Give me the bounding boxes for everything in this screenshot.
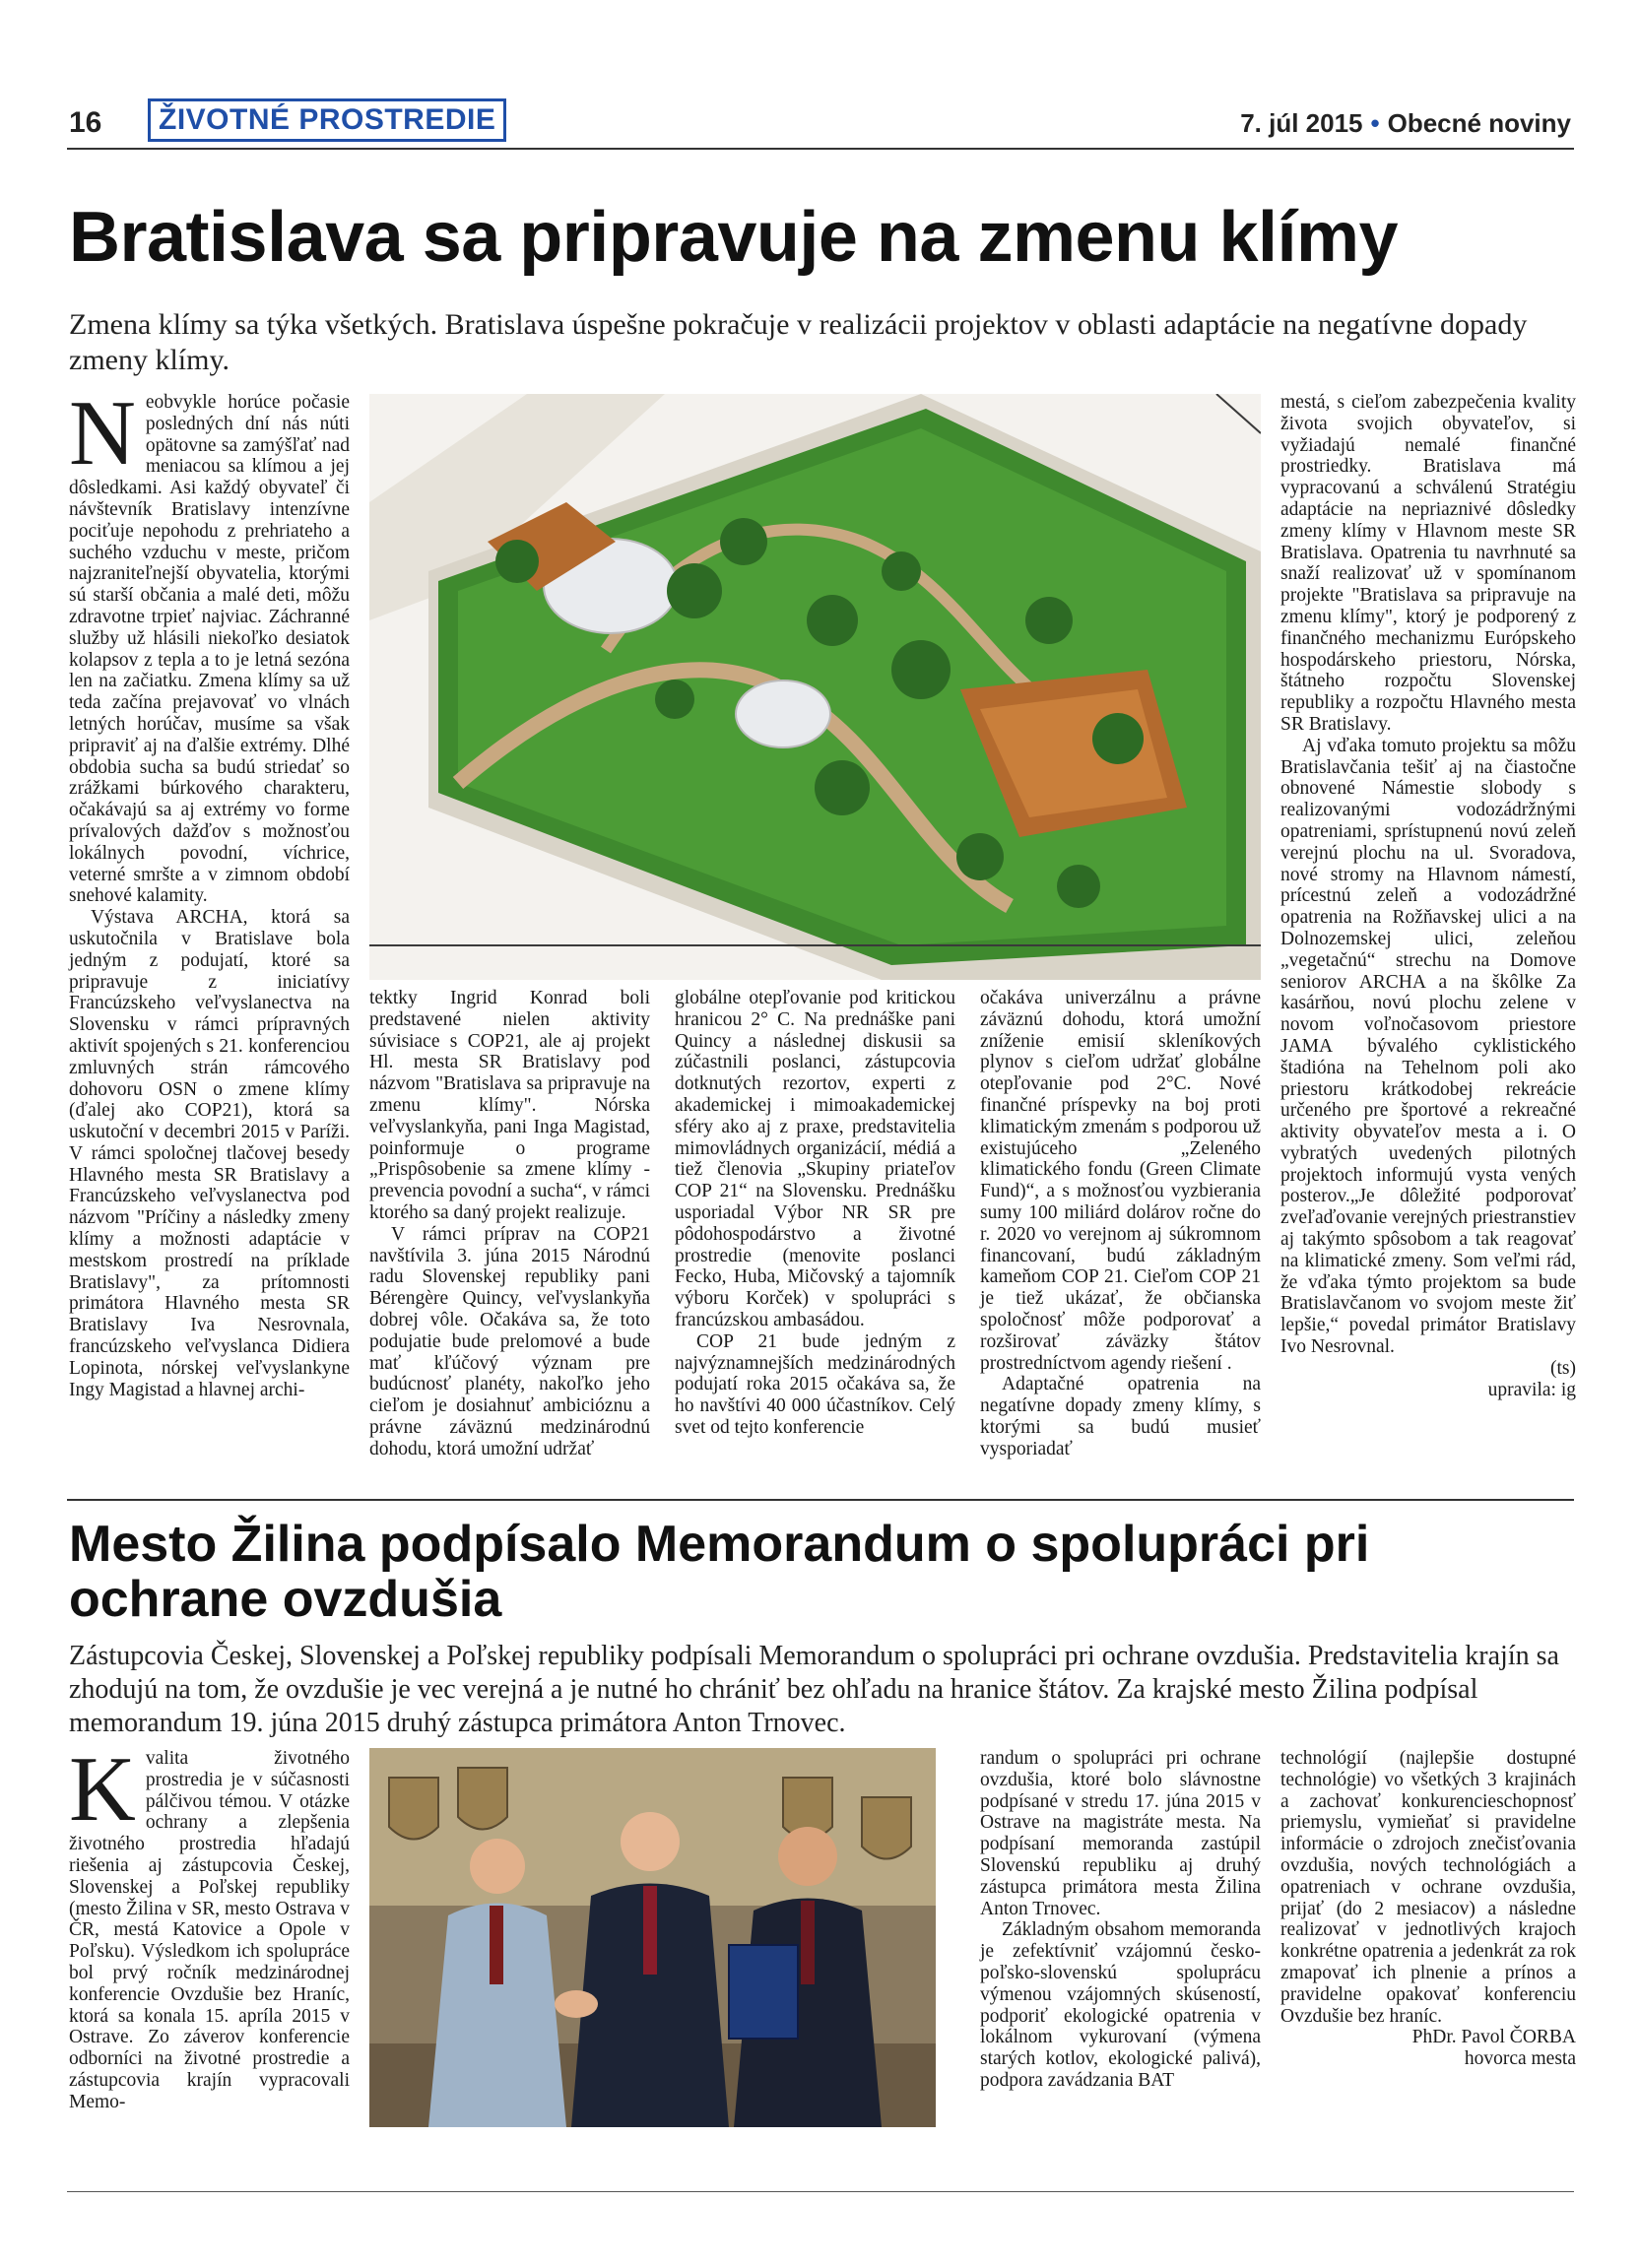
- park-design-illustration: [369, 394, 1261, 980]
- article1-headline: Bratislava sa pripravuje na zmenu klímy: [69, 198, 1399, 277]
- article2-column-1: [69, 1738, 350, 2113]
- article2-col2-p2: Základným obsahom memoranda je zefektívniť vzájomnú česko-poľsko-slovenskú spoluprácu výmenou vzájomných skúseností, podporiť ekologické opatrenia v lokálnom vykurovaní (výmena starých kotlov, ekologické palivá), podpora zavádzania BAT: [980, 1919, 1261, 2091]
- page-number: 16: [69, 106, 102, 139]
- header-rule: [67, 148, 1574, 150]
- footer-rule: [67, 2191, 1574, 2192]
- article1-col4-p2: Adaptačné opatrenia na negatívne dopady zmeny klímy, s ktorými sa budú musieť vysporiadať: [980, 1374, 1261, 1459]
- article1-signature-ts: (ts): [1550, 1357, 1576, 1379]
- issue-date: 7. júl 2015: [1240, 108, 1363, 138]
- article-divider: [67, 1499, 1574, 1501]
- article1-signature-editor: upravila: ig: [1487, 1379, 1576, 1400]
- masthead-info: [1240, 108, 1571, 139]
- article1-col2-p2: V rámci príprav na COP21 navštívila 3. júna 2015 Národnú radu Slovenskej republiky pani Bérengère Quincy, veľvyslankyňa dobrej vôle. Očakáva sa, že toto podujatie bude prelomové a bude mať kľúčový význam pre budúcnosť planéty, nakoľko jeho cieľom je dosiahnuť ambicióznu a právne záväznú medzinárodnú dohodu, ktorá umožní udržať: [369, 1223, 650, 1459]
- bullet-separator: •: [1370, 108, 1380, 138]
- article1-col5-p2: Aj vďaka tomuto projektu sa môžu Bratislavčania tešiť aj na čiastočne obnovené Námestie slobody s realizovanými vodozádržnými opatreniami, sprístupnenú novú zeleň verejnú plochu na ul. Svoradova, nové stromy na Hlavnom námestí, prícestnú zeleň a vodozádržné opatrenia na Rožňavskej ulici a na Dolnozemskej ulici, zeleňou „vegetačnú“ strechu na Domove seniorov ARCHA a na škôlke Za kasárňou, novú plochu zelene v novom voľnočasovom priestore JAMA bývalého cyklistického štadióna na Tehelnom poli ako priestoru krátkodobej rekreácie určeného pre športové a rekreačné aktivity obyvateľov mesta a i. O vybratých uvedených pilotných projektoch informujú vysta vených posterov.„Je dôležité podporovať zveľaďovanie verejných priestranstiev aj takýmto spôsobom a tak reagovať na klimatické zmeny. Som veľmi rád, že vďaka týmto projektom sa bude Bratislavčanom vo svojom meste žiť lepšie,“ povedal primátor Bratislavy Ivo Nesrovnal.: [1280, 735, 1576, 1358]
- article1-column-1: [69, 382, 350, 1400]
- article1-column-5: [1280, 392, 1576, 1400]
- memorandum-signing-photo: [369, 1748, 936, 2127]
- article2-col3-text: technológií (najlepšie dostupné technológie) vo všetkých 3 krajinách a zachovať konkurencieschopnosť priemyslu, vymieňať si pravidelne informácie o zdrojoch znečisťovania ovzdušia, nových technológiách a opatreniach v ochrane ovzdušia, prijať (do 2 mesiacov) a následne realizovať v jednotlivých krajoch konkrétne opatrenia a jedenkrát za rok zmapovať ich plnenie a prínos a pravidelne opakovať konferenciu Ovzdušie bez hraníc.: [1280, 1748, 1576, 2027]
- article2-column-2: [980, 1748, 1261, 2092]
- article1-col3-p1: globálne otepľovanie pod kritickou hranicou 2° C. Na prednáške pani Quincy a následnej diskusii sa zúčastnili poslanci, zástupcovia dotknutých rezortov, experti z akademickej i mimoakademickej sféry ako aj z praxe, predstavitelia mimovládnych organizácií, médiá a tiež členovia „Skupiny priateľov COP 21“ na Slovensku. Prednášku usporiadal Výbor NR SR pre pôdohospodárstvo a životné prostredie (menovite poslanci Fecko, Huba, Mičovský a tajomník výboru Korček) v spolupráci s francúzskou ambasádou.: [675, 988, 955, 1330]
- section-label: ŽIVOTNÉ PROSTREDIE: [148, 98, 506, 142]
- article2-col2-p1: randum o spolupráci pri ochrane ovzdušia, ktoré bolo slávnostne podpísané v stredu 17. júna 2015 v Ostrave na magistráte mesta. Na podpísaní memoranda zastúpil Slovenskú republiku aj druhý zástupca primátora mesta Žilina Anton Trnovec.: [980, 1748, 1261, 1919]
- article2-lead: Zástupcovia Českej, Slovenskej a Poľskej republiky podpísali Memorandum o spolupráci pri ochrane ovzdušia. Predstavitelia krajín sa zhodujú na tom, že ovzdušie je vec verejná a je nutné ho chrániť bez ohľadu na hranice štátov. Za krajské mesto Žilina podpísal memorandum 19. júna 2015 druhý zástupca primátora Anton Trnovec.: [69, 1641, 1559, 1738]
- article1-col1-p1: eobvykle horúce počasie posledných dní nás núti opätovne sa zamýšľať nad meniacou sa klímou a jej dôsledkami. Asi každý obyvateľ či návštevník Bratislavy intenzívne pociťuje nepohodu z prehriateho a suchého vzduchu v meste, pričom najzraniteľnejší obyvatelia, ktorými sú starší občania a malé deti, môžu zdravotne trpieť najviac. Záchranné služby už hlásili niekoľko desiatok kolapsov z tepla a to je letná sezóna len na začiatku. Zmena klímy sa už teda začína prejavovať vo vlnách letných horúčav, musíme sa však pripraviť aj na ďalšie extrémy. Dlhé obdobia sucha sa budú striedať so zrážkami búrkového charakteru, očakávajú sa aj extrémy vo forme prívalových dažďov s možnosťou lokálnych povodní, víchrice, veterné smršte a v zimnom období snehové kalamity.: [69, 392, 350, 907]
- article1-column-4: [980, 988, 1261, 1460]
- article2-dropcap: K: [69, 1738, 136, 1841]
- publication-name: Obecné noviny: [1387, 108, 1571, 138]
- article1-col4-p1: očakáva univerzálnu a právne záväznú dohodu, ktorá umožní zníženie emisií skleníkových plynov s cieľom udržať globálne otepľovanie pod 2°C. Nové finančné príspevky na boj proti klimatickým zmenám s podporou už existujúceho „Zeleného klimatického fondu (Green Climate Fund)“, a s možnosťou vyzbierania sumy 100 miliárd dolárov ročne do r. 2020 vo verejnom aj súkromnom financovaní, budú základným kameňom COP 21. Cieľom COP 21 je tiež ukázať, že občianska spoločnosť môže podporovať a rozširovať záväzky štátov prostredníctvom agendy riešení .: [980, 988, 1261, 1374]
- article1-col2-p1: tektky Ingrid Konrad boli predstavené nielen aktivity súvisiace s COP21, ale aj projekt Hl. mesta SR Bratislavy pod názvom "Bratislava sa pripravuje na zmenu klímy". Nórska veľvyslankyňa, pani Inga Magistad, poinformuje o programe „Prispôsobenie sa zmene klímy - prevencia povodní a sucha“, v rámci ktorého sa daný projekt realizuje.: [369, 988, 650, 1223]
- article2-headline: Mesto Žilina podpísalo Memorandum o spolupráci pri ochrane ovzdušia: [69, 1516, 1370, 1628]
- article2-column-3: [1280, 1748, 1576, 2070]
- article1-column-2: [369, 988, 650, 1460]
- article1-col1-p2: Výstava ARCHA, ktorá sa uskutočnila v Bratislave bola jedným z podujatí, ktoré sa pripravuje z iniciatívy Francúzskeho veľvyslanectva na Slovensku v rámci prípravných aktivít spojených s 21. konferenciou zmluvných strán rámcového dohovoru OSN o zmene klímy (ďalej ako COP21), ktorá sa uskutoční v decembri 2015 v Paríži. V rámci spoločnej tlačovej besedy Hlavného mesta SR Bratislavy a Francúzskeho veľvyslanectva pod názvom "Príčiny a následky zmeny klímy a možnosti adaptácie v mestskom prostredí na príklade Bratislavy", za prítomnosti primátora Hlavného mesta SR Bratislavy Iva Nesrovnala, francúzskeho veľvyslanca Didiera Lopinota, nórskej veľvyslankyne Ingy Magistad a hlavnej archi-: [69, 907, 350, 1400]
- article1-col3-p2: COP 21 bude jedným z najvýznamnejších medzinárodných podujatí roka 2015 očakáva sa, že ho navštívi 40 000 účastníkov. Celý svet od tejto konferencie: [675, 1330, 955, 1438]
- article1-col5-p1: mestá, s cieľom zabezpečenia kvality života svojich obyvateľov, si vyžiadajú nemalé finančné prostriedky. Bratislava má vypracovanú a schválenú Stratégiu adaptácie na nepriaznivé dôsledky zmeny klímy v Hlavnom meste SR Bratislava. Opatrenia tu navrhnuté sa snaží realizovať už v spomínanom projekte "Bratislava sa pripravuje na zmenu klímy", ktorý je podporený z finančného mechanizmu Európskeho hospodárskeho priestoru, Nórska, štátneho rozpočtu Slovenskej republiky a rozpočtu Hlavného mesta SR Bratislavy.: [1280, 392, 1576, 735]
- article1-dropcap: N: [69, 382, 136, 485]
- article1-lead: Zmena klímy sa týka všetkých. Bratislava úspešne pokračuje v realizácii projektov v oblasti adaptácie na negatívne dopady zmeny klímy.: [69, 308, 1528, 376]
- article2-signature-name: PhDr. Pavol ČORBA: [1411, 2027, 1576, 2048]
- article1-column-3: [675, 988, 955, 1439]
- article2-col1-text: valita životného prostredia je v súčasnosti pálčivou témou. V otázke ochrany a zlepšenia životného prostredia hľadajú riešenia aj zástupcovia Českej, Slovenskej a Poľskej republiky (mesto Žilina v SR, mesto Ostrava v ČR, mestá Katovice a Opole v Poľsku). Výsledkom ich spolupráce bol prvý ročník medzinárodnej konferencie Ovzdušie bez Hraníc, ktorá sa konala 15. apríla 2015 v Ostrave. Zo záverov konferencie odborníci na životné prostredie a zástupcovia krajín vypracovali Memo-: [69, 1748, 350, 2112]
- article2-signature-role: hovorca mesta: [1464, 2048, 1576, 2070]
